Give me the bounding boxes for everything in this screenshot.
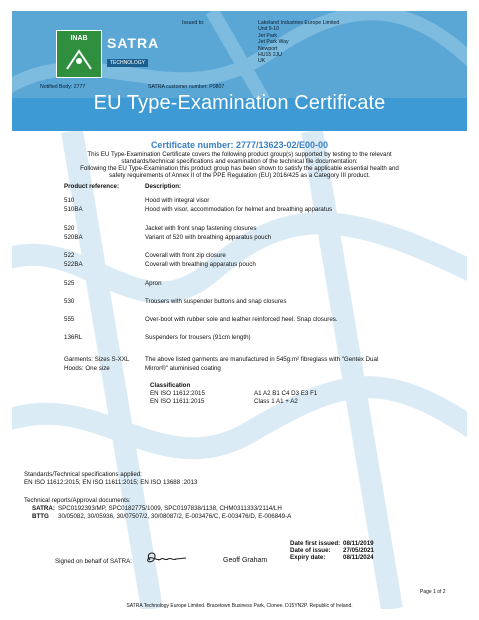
garment-note-line: The above listed garments are manufactured in 545g.m² fibreglass with "Gentex Dual <box>145 356 379 363</box>
standards-value: EN ISO 11612:2015; EN ISO 11611:2015; EN ISO 13688 :2013 <box>24 479 198 486</box>
garment-sizes: Garments: Sizes S-XXL <box>64 356 130 363</box>
product-ref: 522 <box>64 252 75 259</box>
customer-number: SATRA customer number: P0807 <box>148 84 225 90</box>
product-desc: Over-boot with rubber sole and leather reinforced heel. Snap closures. <box>145 316 338 323</box>
classification-class: A1 A2 B1 C4 D3 E3 F1 <box>254 390 318 397</box>
garment-note-line: Mirror®" aluminised coating <box>145 365 221 372</box>
inab-emblem-icon <box>65 47 93 71</box>
date-label: Expiry date: <box>290 554 326 561</box>
date-value: 08/11/2019 <box>343 540 374 547</box>
product-desc: Apron <box>145 280 162 287</box>
product-desc: Variant of 520 with breathing apparatus pouch <box>145 234 272 241</box>
product-ref: 510BA <box>64 206 83 213</box>
intro-line: safety requirements of Annex II of the PPE Regulation (EU) 2016/425 as a Category III product. <box>108 172 371 179</box>
product-desc: Coverall with breathing apparatus pouch <box>145 261 256 268</box>
classification-class: Class 1 A1 + A2 <box>254 398 298 405</box>
product-desc: Trousers with suspender buttons and snap closures <box>145 298 287 305</box>
product-ref: 510 <box>64 197 75 204</box>
product-ref: 522BA <box>64 261 83 268</box>
handwritten-signature <box>142 549 188 567</box>
reports-bttg-value: 30/05082, 30/05936, 30/07507/2, 30/08087/2, E-003476/C, E-003476/D, E-006849-A <box>58 513 292 520</box>
product-desc: Hood with integral visor <box>145 197 210 204</box>
address-line: HU15 2JU <box>258 52 282 59</box>
page-title: EU Type-Examination Certificate <box>93 92 386 114</box>
date-value: 08/11/2024 <box>343 554 374 561</box>
intro-line: standards/technical specifications and examination of the technical file documentation: <box>121 158 358 165</box>
classification-standard: EN ISO 11611:2015 <box>150 398 205 405</box>
reports-satra-label: SATRA: <box>32 505 55 512</box>
reports-bttg-label: BTTG <box>32 513 49 520</box>
address-line: Jet Park Way <box>258 39 289 46</box>
issued-to-address <box>258 20 339 65</box>
product-desc: Jacket with front snap fastening closures <box>145 225 257 232</box>
inab-logo-text: INAB <box>70 35 88 42</box>
date-label: Date first issued: <box>290 540 341 547</box>
intro-line: Following the EU Type-Examination this product group has been shown to satisfy the applicable essential health and <box>80 165 399 172</box>
reports-satra-value: SPC0192393/MP, SPC0182775/1009, SPC0197838/1138, CHM0311333/2114/LH <box>58 505 282 512</box>
address-line: UK <box>258 58 266 65</box>
date-value: 27/05/2021 <box>343 547 374 554</box>
address-line: Unit 9-10 <box>258 26 280 33</box>
product-ref: 555 <box>64 316 75 323</box>
product-desc: Suspenders for trousers (91cm length) <box>145 334 251 341</box>
col-header-desc: Description: <box>145 183 182 190</box>
hood-sizes: Hoods: One size <box>64 365 110 372</box>
classification-standard: EN ISO 11612:2015 <box>150 390 205 397</box>
footer-address: SATRA Technology Europe Limited. Bracetown Business Park, Clonee. D15YN2P. Republic of Ireland. <box>126 603 353 609</box>
product-ref: 520 <box>64 225 75 232</box>
signatory-name: Geoff Graham <box>223 557 268 564</box>
page-number: Page 1 of 2 <box>420 589 446 595</box>
standards-label: Standards/Technical specifications applied: <box>24 471 142 478</box>
date-label: Date of issue: <box>290 547 331 554</box>
certificate-number: Certificate number: 2777/13623-02/E00-00 <box>150 140 329 150</box>
address-line: Lakeland Industries Europe Limited <box>258 20 340 26</box>
col-header-ref: Product reference: <box>64 183 120 190</box>
product-desc: Hood with visor, accommodation for helmet and breathing apparatus <box>145 206 333 213</box>
issued-to-label: Issued to: <box>182 20 205 26</box>
satra-logo-sub: TECHNOLOGY <box>107 59 148 67</box>
address-line: Newport <box>258 45 278 52</box>
product-ref: 525 <box>64 280 75 287</box>
product-ref: 136RL <box>64 334 83 341</box>
product-ref: 530 <box>64 298 75 305</box>
satra-logo <box>107 35 169 75</box>
reports-label: Technical reports/Approval documents: <box>24 497 131 504</box>
satra-logo-text: SATRA <box>107 35 160 51</box>
classification-heading: Classification <box>150 382 191 389</box>
intro-line: This EU Type-Examination Certificate covers the following product group(s) supported by testing to the relevant <box>87 151 392 158</box>
inab-logo <box>56 30 102 78</box>
product-ref: 520BA <box>64 234 83 241</box>
product-desc: Coverall with front zip closure <box>145 252 226 259</box>
signature-label: Signed on behalf of SATRA: <box>55 558 132 565</box>
notified-body: Notified Body: 2777 <box>40 84 86 90</box>
address-line: Jet Park <box>258 32 278 39</box>
